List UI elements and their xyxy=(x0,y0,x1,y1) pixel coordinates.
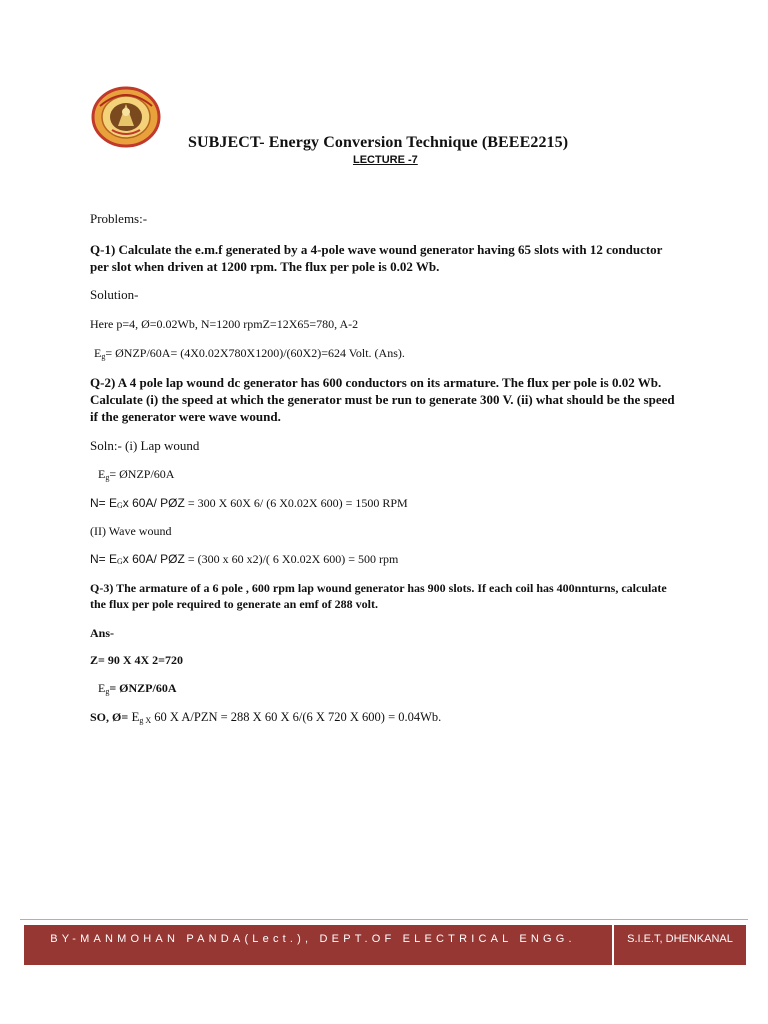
q2-speed-wave: N= EGx 60A/ PØZ = (300 x 60 x2)/( 6 X0.02X 600) = 500 rpm xyxy=(90,552,399,566)
question-3: Q-3) The armature of a 6 pole , 600 rpm lap wound generator has 900 slots. If each coil has 400nnturns, calculate the flux per pole required to generate an emf of 288 volt. xyxy=(90,581,667,611)
footer-institute: S.I.E.T, DHENKANAL xyxy=(614,925,746,965)
z-calculation: Z= 90 X 4X 2=720 xyxy=(90,653,184,667)
solution-label: Solution- xyxy=(90,287,139,302)
footer-divider xyxy=(20,919,748,920)
question-1: Q-1) Calculate the e.m.f generated by a 4-pole wave wound generator having 65 slots with 12 conductor per slot when driven at 1200 rpm. The flux per pole is 0.02 Wb. xyxy=(90,242,663,274)
problems-heading: Problems:- xyxy=(90,211,148,226)
soln-label: Soln:- (i) Lap wound xyxy=(90,438,200,453)
subject-title: SUBJECT- Energy Conversion Technique (BEEE2215) xyxy=(188,134,569,151)
q1-equation: $E_g=$ ØNZP/60A= (4X0.02X780X1200)/(60X2)=624 Volt. (Ans). xyxy=(94,346,405,361)
footer-author: BY-MANMOHAN PANDA(Lect.), DEPT.OF ELECTRICAL ENGG. xyxy=(24,925,612,965)
q3-equation: $E_g=$ ØNZP/60A xyxy=(98,681,177,696)
q1-given: Here p=4, Ø=0.02Wb, N=1200 rpmZ=12X65=780, A-2 xyxy=(90,317,359,331)
lecture-number: LECTURE -7 xyxy=(353,154,418,166)
question-2: Q-2) A 4 pole lap wound dc generator has 600 conductors on its armature. The flux per pole is 0.02 Wb. Calculate (i) the speed at which the generator must be run to generate 300 V. (ii) what should be the speed if the generator were wave wound. xyxy=(90,375,675,424)
institute-emblem-icon xyxy=(90,86,162,148)
wave-wound-label: (II) Wave wound xyxy=(90,524,172,538)
ans-label: Ans- xyxy=(90,626,115,640)
q2-speed-lap: N= EGx 60A/ PØZ = 300 X 60X 6/ (6 X0.02X 600) = 1500 RPM xyxy=(90,496,408,510)
q2-equation: $E_g=$ ØNZP/60A xyxy=(98,467,175,482)
institute-logo xyxy=(90,86,162,148)
flux-result: SO, Ø= $E_{g X}$ 60 X A/PZN = 288 X 60 X 6/(6 X 720 X 600) = 0.04Wb. xyxy=(90,709,442,725)
